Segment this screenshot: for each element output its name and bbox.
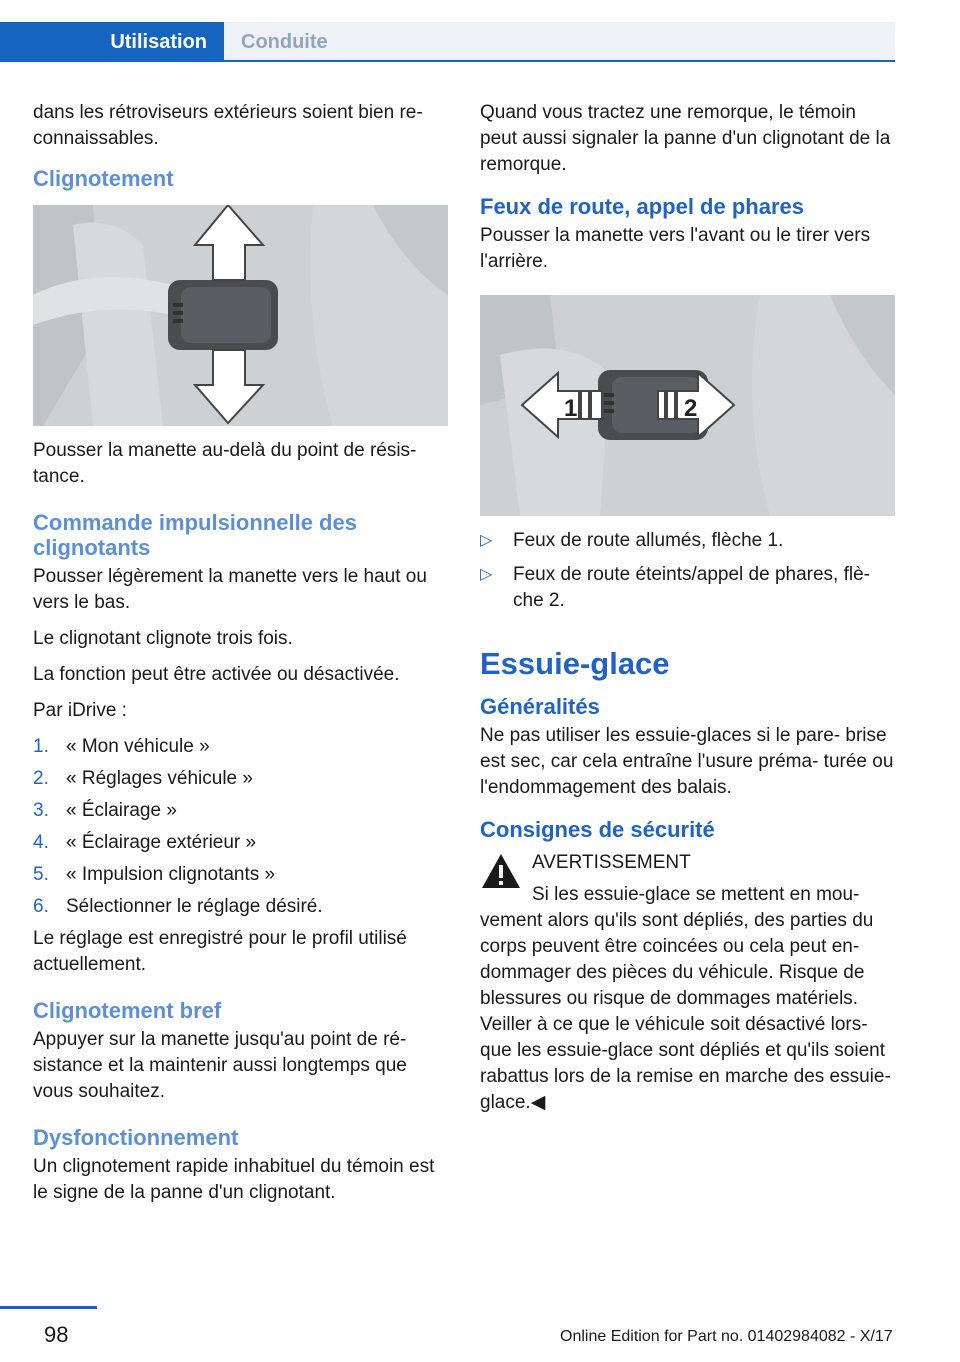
step-number: 5. <box>33 864 49 885</box>
tab-conduite[interactable]: Conduite <box>224 22 895 62</box>
right-column <box>480 100 895 1116</box>
idrive-steps-list <box>33 734 448 920</box>
high-beam-figure <box>480 295 895 516</box>
step-number: 1. <box>33 736 49 757</box>
triangle-bullet-icon: ▷ <box>480 566 493 583</box>
paragraph-generalites: Ne pas utiliser les essuie-glaces si le pare- brise est sec, car cela entraîne l'usure préma‐ turée ou l'endommagement des balais. <box>480 725 894 798</box>
heading-bref: Clignotement bref <box>33 998 222 1023</box>
edition-note: Online Edition for Part no. 01402984082 - X/17 <box>560 1328 893 1345</box>
tab-utilisation[interactable]: Utilisation <box>0 22 224 62</box>
paragraph-pousser: Pousser la manette au-delà du point de résis‐ tance. <box>33 440 417 487</box>
header-rule <box>0 60 895 62</box>
list-item <box>33 894 448 920</box>
arrow-label-2: 2 <box>684 395 698 422</box>
left-column <box>33 100 448 1216</box>
heading-consignes: Consignes de sécurité <box>480 817 715 842</box>
paragraph-impulsion-3: La fonction peut être activée ou désactivée. <box>33 664 400 685</box>
turn-signal-illustration <box>33 205 448 426</box>
step-text: « Éclairage » <box>66 800 177 821</box>
high-beam-illustration <box>480 295 895 516</box>
step-number: 6. <box>33 896 49 917</box>
paragraph-remorque: Quand vous tractez une remorque, le témoin peut aussi signaler la panne d'un clignotant de la remorque. <box>480 102 891 175</box>
warning-triangle-icon <box>480 852 522 890</box>
step-text: « Mon véhicule » <box>66 736 210 757</box>
list-item <box>33 766 448 792</box>
step-text: « Réglages véhicule » <box>66 768 253 789</box>
high-beam-list <box>480 528 895 614</box>
warning-text-first-line: Si les essuie-glace se mettent en mou‐ <box>532 884 860 905</box>
intro-paragraph: dans les rétroviseurs extérieurs soient bien re‐ connaissables. <box>33 102 423 149</box>
heading-dysfonctionnement: Dysfonctionnement <box>33 1125 239 1150</box>
list-item <box>480 562 895 614</box>
list-item <box>33 734 448 760</box>
list-item <box>480 528 895 554</box>
warning-title: AVERTISSEMENT <box>532 852 691 873</box>
paragraph-impulsion-2: Le clignotant clignote trois fois. <box>33 628 293 649</box>
list-item <box>33 830 448 856</box>
turn-signal-figure <box>33 205 448 426</box>
paragraph-idrive: Par iDrive : <box>33 700 127 721</box>
step-number: 3. <box>33 800 49 821</box>
warning-text: vement alors qu'ils sont dépliés, des parties du corps peuvent être coincées ou cela peut en‐ dommager des pièces du véhicule. Risque de blessures ou risque de dommages matériels. Veiller à ce que le véhicule soit désactivé lors‐ que les essuie-glace sont dépliés et qu'ils soient rabattus lors de la remise en marche des essuie-glace.◀ <box>480 910 891 1113</box>
paragraph-impulsion-1: Pousser légèrement la manette vers le haut ou vers le bas. <box>33 566 427 613</box>
header-tabs <box>0 22 895 62</box>
triangle-bullet-icon: ▷ <box>480 532 493 549</box>
heading-impulsion: Commande impulsionnelle des clignotants <box>33 510 357 560</box>
page-number: 98 <box>44 1322 69 1347</box>
heading-generalites: Généralités <box>480 694 600 719</box>
paragraph-feux: Pousser la manette vers l'avant ou le tirer vers l'arrière. <box>480 225 871 272</box>
step-text: Sélectionner le réglage désiré. <box>66 896 323 917</box>
paragraph-dysfonctionnement: Un clignotement rapide inhabituel du témoin est le signe de la panne d'un clignotant. <box>33 1156 435 1203</box>
paragraph-bref: Appuyer sur la manette jusqu'au point de ré‐ sistance et la maintenir aussi longtemps que vous souhaitez. <box>33 1029 407 1102</box>
paragraph-reglage: Le réglage est enregistré pour le profil utilisé actuellement. <box>33 928 407 975</box>
heading-feux: Feux de route, appel de phares <box>480 194 804 219</box>
arrow-label-1: 1 <box>564 395 578 422</box>
heading-essuie-glace: Essuie-glace <box>480 646 670 681</box>
list-item <box>33 798 448 824</box>
step-number: 4. <box>33 832 49 853</box>
step-text: « Éclairage extérieur » <box>66 832 257 853</box>
warning-block <box>480 850 895 1116</box>
bullet-text: Feux de route allumés, flèche 1. <box>513 530 784 551</box>
list-item <box>33 862 448 888</box>
step-text: « Impulsion clignotants » <box>66 864 276 885</box>
heading-clignotement: Clignotement <box>33 166 174 191</box>
step-number: 2. <box>33 768 49 789</box>
footer-rule <box>0 1306 97 1309</box>
bullet-text: Feux de route éteints/appel de phares, flè‐ che 2. <box>513 564 871 611</box>
